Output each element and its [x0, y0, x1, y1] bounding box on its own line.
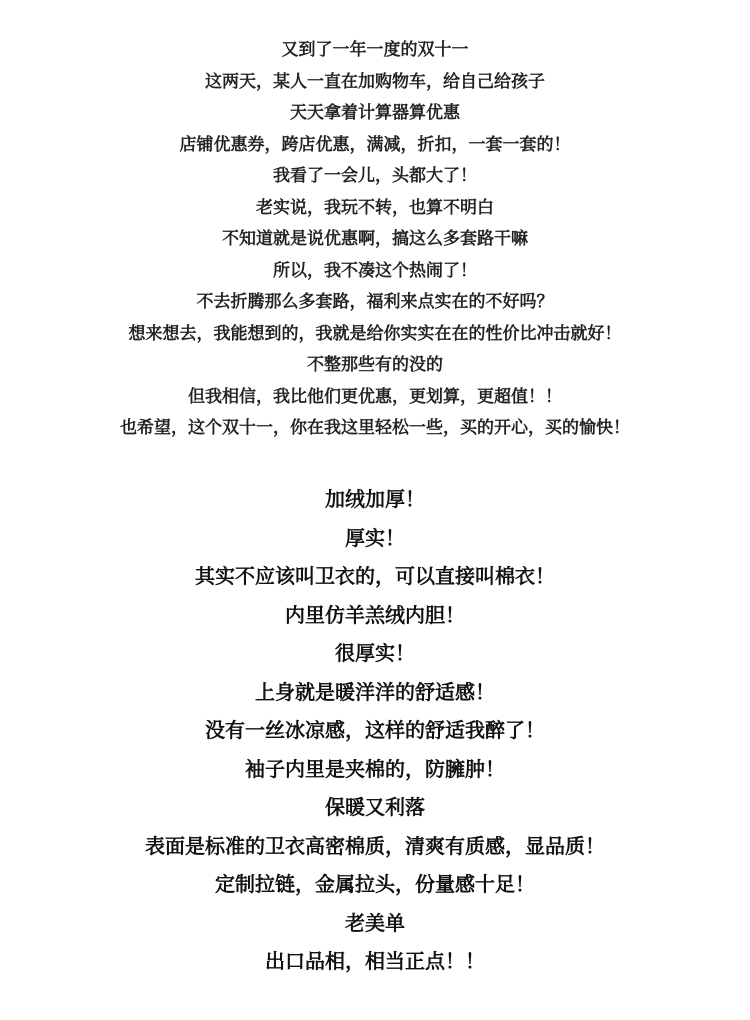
intro-line: 不去折腾那么多套路，福利来点实在的不好吗？	[196, 292, 554, 312]
feature-line: 内里仿羊羔绒内胆！	[285, 602, 465, 627]
feature-line: 定制拉链，金属拉头，份量感十足！	[215, 872, 535, 896]
feature-line: 保暖又利落	[325, 795, 425, 819]
intro-line: 所以，我不凑这个热闹了！	[273, 260, 477, 281]
feature-line: 表面是标准的卫衣高密棉质，清爽有质感，显品质！	[145, 833, 605, 858]
intro-line: 不整那些有的没的	[307, 355, 443, 375]
feature-line: 厚实！	[345, 525, 405, 550]
intro-line: 想来想去，我能想到的，我就是给你实实在在的性价比冲击就好！	[128, 323, 622, 344]
intro-line: 也希望，这个双十一，你在我这里轻松一些，买的开心，买的愉快！	[120, 418, 630, 438]
feature-line: 袖子内里是夹棉的，防臃肿！	[245, 756, 505, 781]
feature-line: 其实不应该叫卫衣的，可以直接叫棉衣！	[195, 564, 555, 588]
feature-line: 老美单	[345, 910, 405, 935]
feature-line: 出口品相，相当正点！！	[265, 949, 485, 973]
feature-line: 没有一丝冰凉感，这样的舒适我醉了！	[205, 718, 545, 742]
intro-line: 不知道就是说优惠啊，搞这么多套路干嘛	[222, 229, 528, 249]
feature-list	[0, 480, 750, 981]
intro-line: 这两天，某人一直在加购物车，给自己给孩子	[205, 71, 545, 92]
feature-line: 很厚实！	[335, 641, 415, 665]
feature-line: 加绒加厚！	[325, 487, 425, 511]
intro-line: 但我相信，我比他们更优惠，更划算，更超值！！	[188, 386, 562, 407]
intro-line: 老实说，我玩不转，也算不明白	[256, 197, 494, 218]
intro-paragraph	[0, 35, 750, 445]
feature-line: 上身就是暖洋洋的舒适感！	[255, 679, 495, 704]
intro-line: 我看了一会儿，头都大了！	[273, 166, 477, 186]
intro-line: 又到了一年一度的双十一	[281, 40, 469, 60]
intro-line: 天天拿着计算器算优惠	[290, 103, 460, 123]
intro-line: 店铺优惠券，跨店优惠，满减，折扣，一套一套的！	[179, 134, 571, 155]
